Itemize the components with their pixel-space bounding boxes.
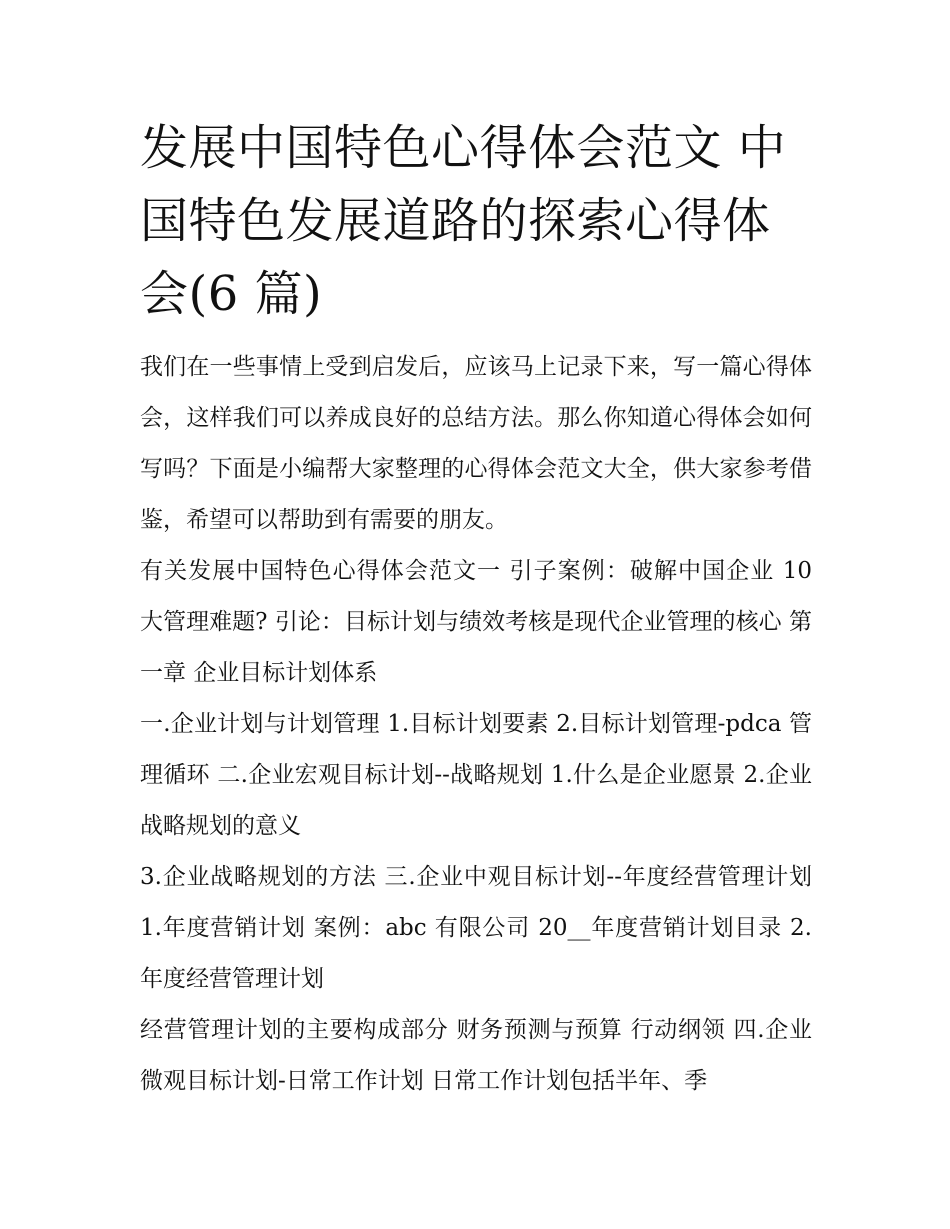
document-body xyxy=(140,112,812,1107)
paragraph-1: 有关发展中国特色心得体会范文一 引子案例：破解中国企业 10 大管理难题? 引论：目标计划与绩效考核是现代企业管理的核心 第一章 企业目标计划体系 xyxy=(140,558,812,686)
paragraph-3: 3.企业战略规划的方法 三.企业中观目标计划--年度经营管理计划 1.年度营销计划 案例：abc 有限公司 20__年度营销计划目录 2.年度经营管理计划 xyxy=(140,864,812,992)
paragraph-intro: 我们在一些事情上受到启发后，应该马上记录下来，写一篇心得体会，这样我们可以养成良好的总结方法。那么你知道心得体会如何写吗？下面是小编帮大家整理的心得体会范文大全，供大家参考借鉴，希望可以帮助到有需要的朋友。 xyxy=(140,354,812,533)
paragraph-2: 一.企业计划与计划管理 1.目标计划要素 2.目标计划管理-pdca 管理循环 二.企业宏观目标计划--战略规划 1.什么是企业愿景 2.企业战略规划的意义 xyxy=(140,711,812,839)
document-title: 发展中国特色心得体会范文 中国特色发展道路的探索心得体会(6 篇) xyxy=(140,120,787,322)
paragraph-4: 经营管理计划的主要构成部分 财务预测与预算 行动纲领 四.企业微观目标计划-日常工作计划 日常工作计划包括半年、季 xyxy=(140,1017,812,1094)
